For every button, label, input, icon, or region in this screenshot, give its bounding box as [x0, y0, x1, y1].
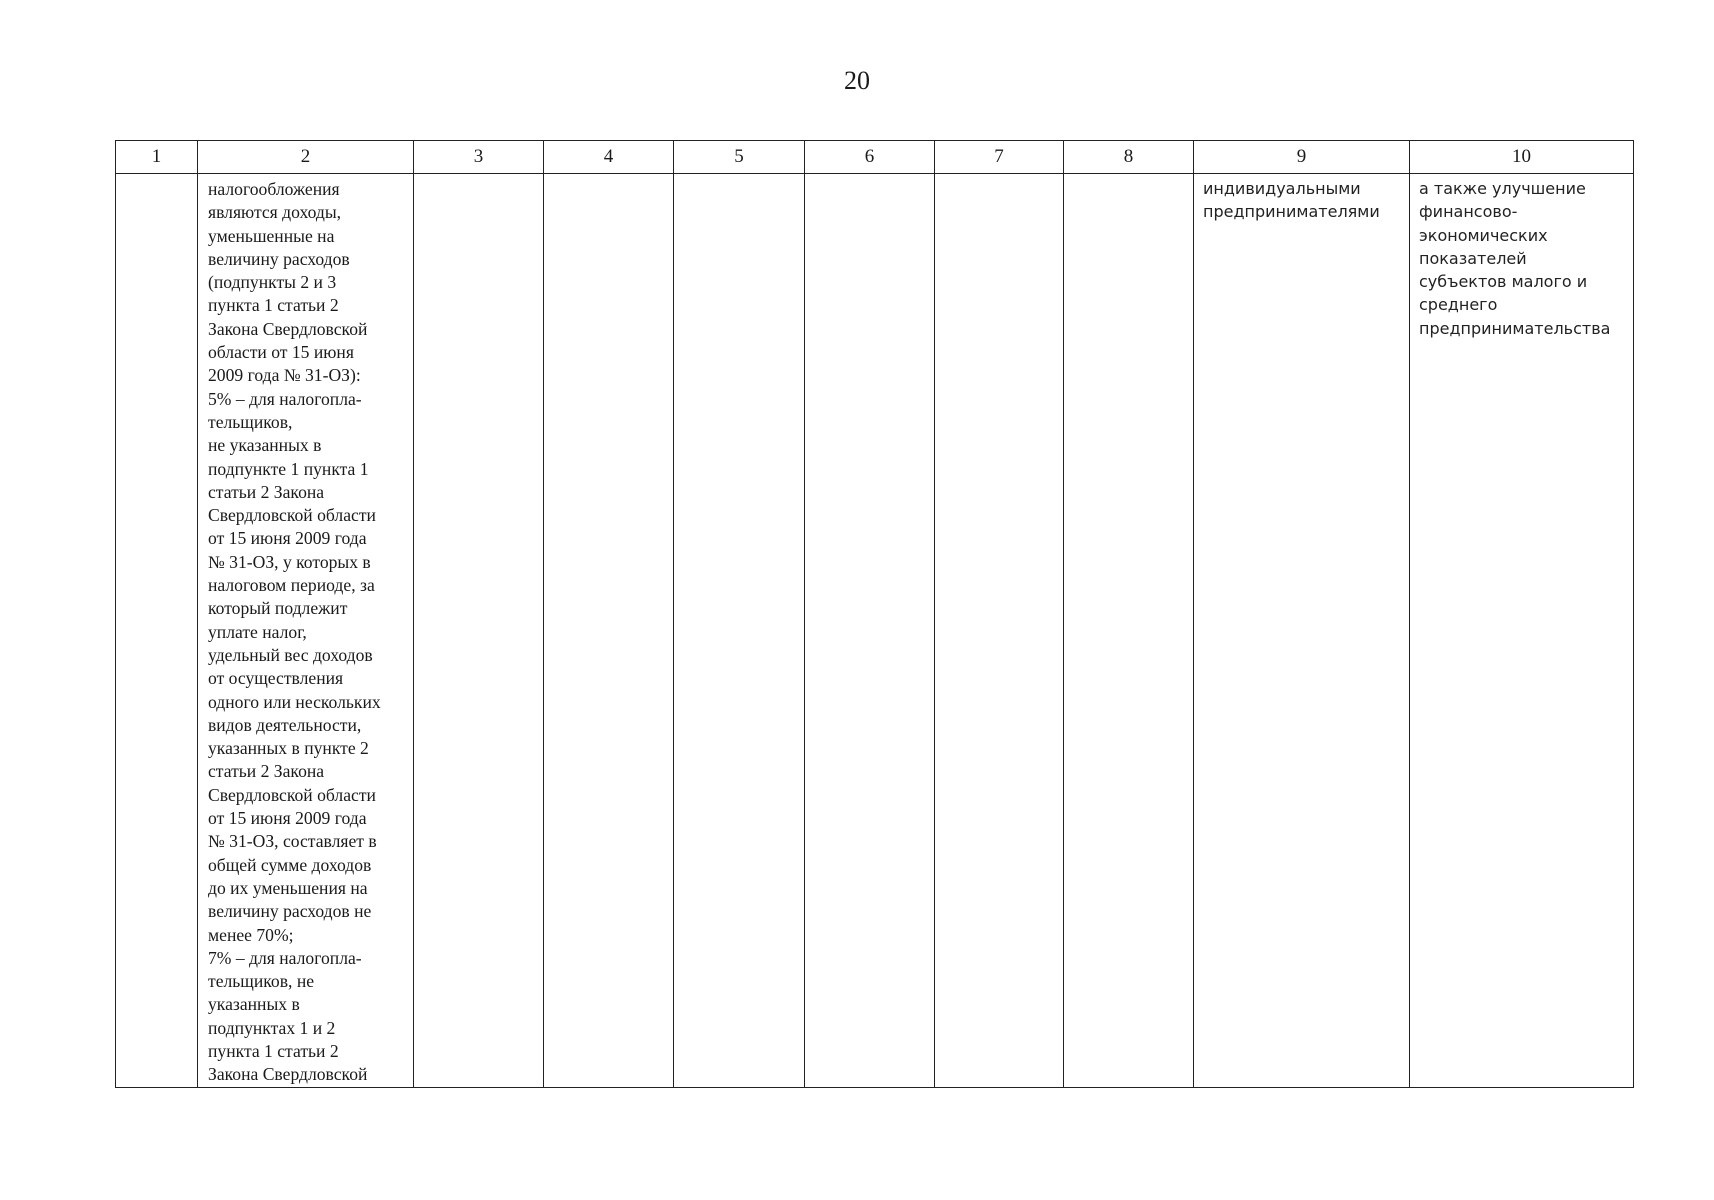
- cell-col-7: [935, 174, 1064, 1088]
- cell-col-4-text: [544, 174, 673, 178]
- cell-col-6-text: [805, 174, 934, 178]
- cell-col-8-text: [1064, 174, 1193, 178]
- cell-col-10-text: а также улучшение финансово- экономических показателей субъектов малого и среднего предпринимательства: [1419, 179, 1611, 338]
- cell-col-9-text: индивидуальными предпринимателями: [1203, 179, 1380, 222]
- cell-col-6: [805, 174, 935, 1088]
- table-header-row: [116, 141, 1634, 174]
- column-header-10: 10: [1410, 141, 1634, 174]
- column-header-5: 5: [674, 141, 805, 174]
- column-header-2: 2: [198, 141, 414, 174]
- column-header-6: 6: [805, 141, 935, 174]
- cell-col-10: [1410, 174, 1634, 1088]
- cell-col-3-text: [414, 174, 543, 178]
- column-header-7: 7: [935, 141, 1064, 174]
- document-table: [115, 140, 1634, 1088]
- column-header-9: 9: [1194, 141, 1410, 174]
- cell-col-1: [116, 174, 198, 1088]
- column-header-3: 3: [414, 141, 544, 174]
- cell-col-8: [1064, 174, 1194, 1088]
- cell-col-7-text: [935, 174, 1063, 178]
- cell-col-4: [544, 174, 674, 1088]
- page-number: 20: [844, 66, 870, 95]
- cell-col-3: [414, 174, 544, 1088]
- column-header-8: 8: [1064, 141, 1194, 174]
- cell-col-9: [1194, 174, 1410, 1088]
- cell-col-5-text: [674, 174, 804, 178]
- cell-col-2: [198, 174, 414, 1088]
- table-row: [116, 174, 1634, 1088]
- cell-col-2-text: налогообложения являются доходы, уменьшенные на величину расходов (подпункты 2 и 3 пункта 1 статьи 2 Закона Свердловской области от 15 июня 2009 года № 31-ОЗ): 5% – для налогопла- тельщиков, не указанных в подпункте 1 пункта 1 статьи 2 Закона Свердловской области от 15 июня 2009 года № 31-ОЗ, у которых в налоговом периоде, за который подлежит уплате налог, удельный вес доходов от осуществления одного или нескольких видов деятельности, указанных в пункте 2 статьи 2 Закона Свердловской области от 15 июня 2009 года № 31-ОЗ, составляет в общей сумме доходов до их уменьшения на величину расходов не менее 70%; 7% – для налогопла- тельщиков, не указанных в подпунктах 1 и 2 пункта 1 статьи 2 Закона Свердловской: [208, 179, 381, 1085]
- cell-col-5: [674, 174, 805, 1088]
- column-header-4: 4: [544, 141, 674, 174]
- cell-col-1-text: [116, 174, 197, 178]
- column-header-1: 1: [116, 141, 198, 174]
